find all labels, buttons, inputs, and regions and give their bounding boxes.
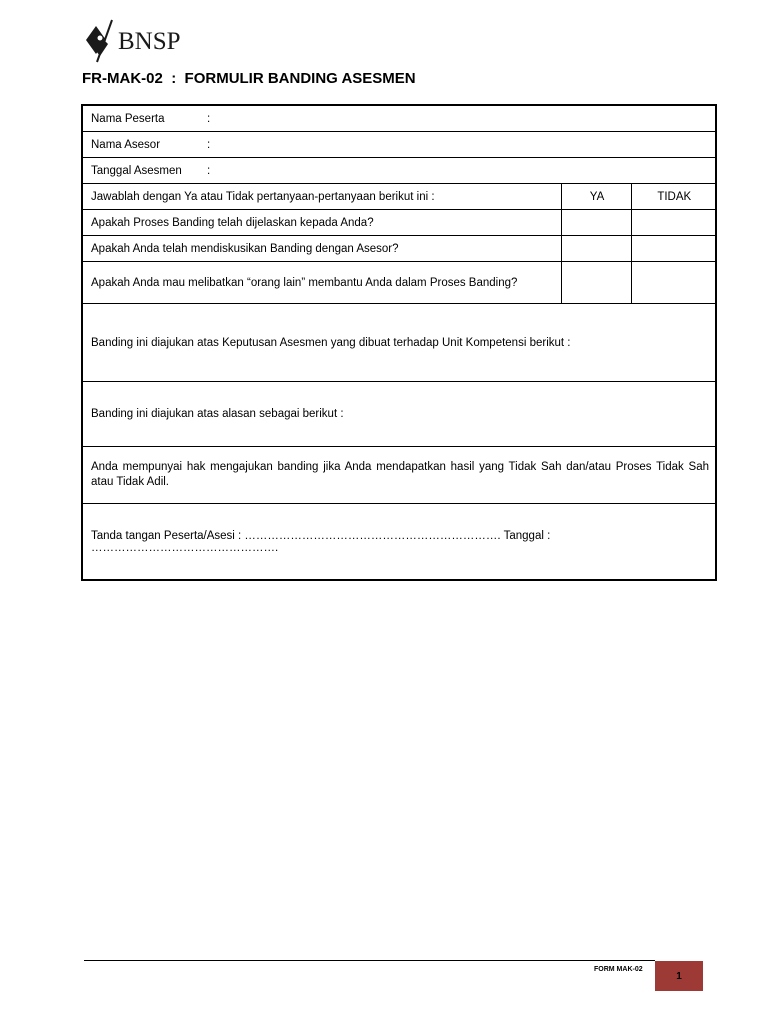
title-separator: : bbox=[171, 70, 177, 87]
appeal-reason-label: Banding ini diajukan atas alasan sebagai berikut : bbox=[91, 408, 344, 420]
answer-no-cell[interactable] bbox=[631, 262, 716, 304]
signature-row bbox=[82, 504, 716, 581]
question-row bbox=[82, 236, 716, 262]
answer-no-cell[interactable] bbox=[631, 210, 716, 236]
question-row bbox=[82, 262, 716, 304]
competency-unit-field[interactable] bbox=[82, 304, 716, 382]
question-text: Apakah Anda mau melibatkan “orang lain” membantu Anda dalam Proses Banding? bbox=[82, 262, 561, 304]
assessor-name-row bbox=[82, 132, 716, 158]
participant-name-colon: : bbox=[207, 112, 211, 125]
question-instruction: Jawablah dengan Ya atau Tidak pertanyaan-pertanyaan berikut ini : bbox=[82, 184, 561, 210]
appeal-reason-row bbox=[82, 382, 716, 447]
answer-yes-cell[interactable] bbox=[561, 262, 631, 304]
assessor-name-field[interactable] bbox=[82, 132, 716, 158]
assessment-date-label: Tanggal Asesmen bbox=[91, 164, 182, 177]
column-no-header: TIDAK bbox=[631, 184, 716, 210]
appeal-reason-field[interactable] bbox=[82, 382, 716, 447]
appeal-rights-row bbox=[82, 447, 716, 504]
appeal-rights-text: Anda mempunyai hak mengajukan banding jika Anda mendapatkan hasil yang Tidak Sah dan/atau Proses Tidak Sah atau Tidak Adil. bbox=[82, 447, 716, 504]
question-header-row bbox=[82, 184, 716, 210]
appeal-form-table bbox=[81, 104, 717, 581]
competency-unit-label: Banding ini diajukan atas Keputusan Asesmen yang dibuat terhadap Unit Kompetensi berikut : bbox=[91, 336, 571, 349]
footer-divider bbox=[84, 960, 655, 961]
question-text: Apakah Proses Banding telah dijelaskan kepada Anda? bbox=[82, 210, 561, 236]
column-yes-header: YA bbox=[561, 184, 631, 210]
assessment-date-row bbox=[82, 158, 716, 184]
logo-text: BNSP bbox=[118, 28, 181, 55]
question-row bbox=[82, 210, 716, 236]
assessment-date-colon: : bbox=[207, 164, 211, 177]
doc-title: FORMULIR BANDING ASESMEN bbox=[184, 70, 416, 87]
answer-yes-cell[interactable] bbox=[561, 210, 631, 236]
competency-unit-row bbox=[82, 304, 716, 382]
bnsp-emblem-icon bbox=[82, 16, 118, 64]
bnsp-logo bbox=[82, 16, 182, 66]
participant-name-label: Nama Peserta bbox=[91, 112, 165, 125]
doc-code: FR-MAK-02 bbox=[82, 70, 163, 87]
page-title bbox=[82, 70, 416, 87]
answer-no-cell[interactable] bbox=[631, 236, 716, 262]
footer-form-code: FORM MAK-02 bbox=[594, 966, 643, 973]
assessor-name-label: Nama Asesor bbox=[91, 138, 161, 151]
signature-field[interactable] bbox=[82, 504, 716, 581]
participant-name-field[interactable] bbox=[82, 105, 716, 132]
assessment-date-field[interactable] bbox=[82, 158, 716, 184]
participant-name-row bbox=[82, 105, 716, 132]
signature-label: Tanda tangan Peserta/Asesi : …………………………………………………………. Tanggal : …………………………………………. bbox=[91, 529, 551, 554]
answer-yes-cell[interactable] bbox=[561, 236, 631, 262]
page-number-badge: 1 bbox=[655, 961, 703, 991]
question-text: Apakah Anda telah mendiskusikan Banding dengan Asesor? bbox=[82, 236, 561, 262]
assessor-name-colon: : bbox=[207, 138, 211, 151]
